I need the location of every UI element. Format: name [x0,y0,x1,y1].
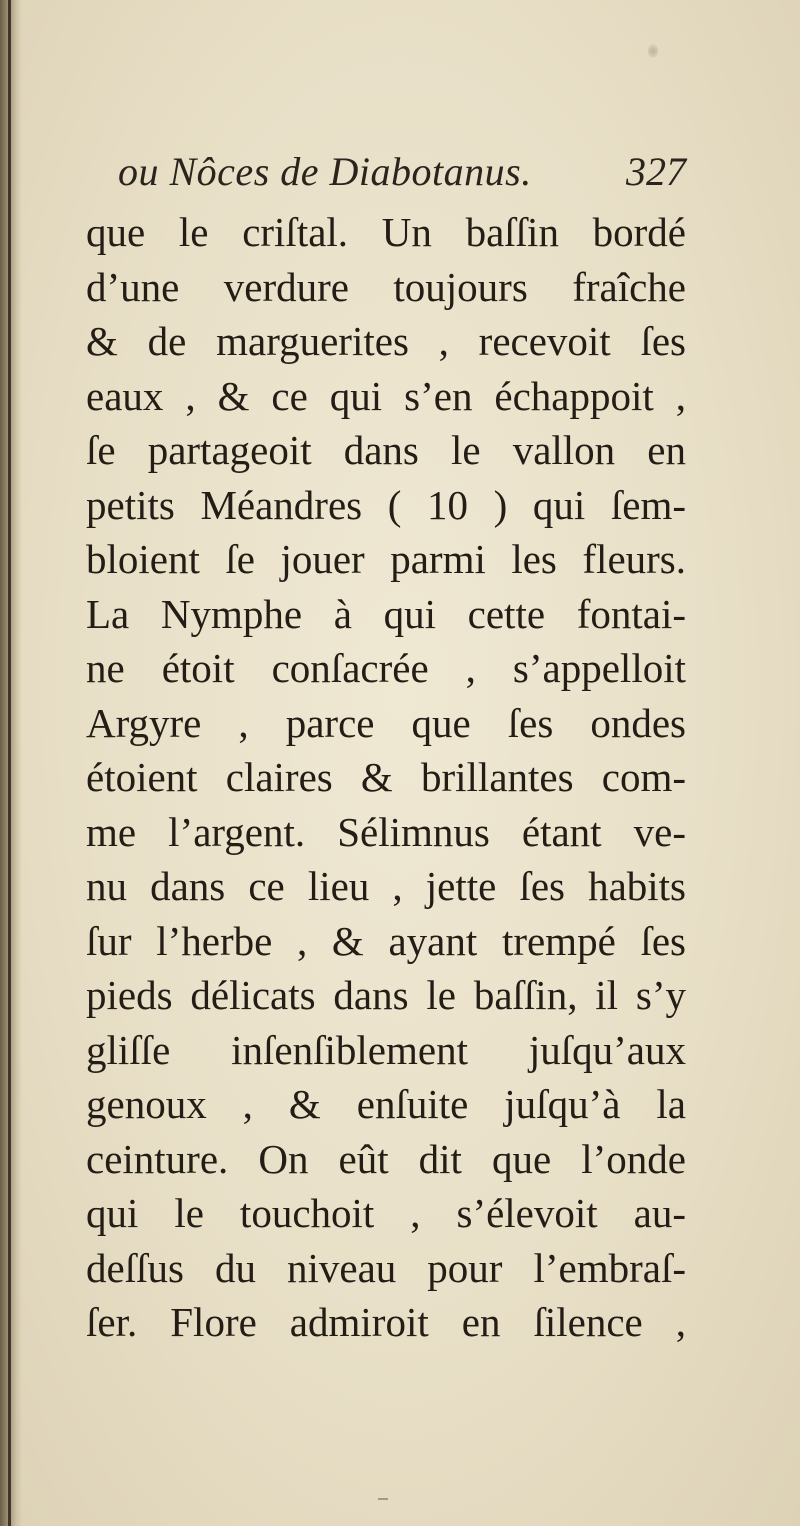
text-line: La Nymphe à qui cette fontai- [86,590,686,637]
text-line: ſe partageoit dans le vallon en [86,427,686,473]
text-line: gliſſe inſenſiblement juſqu’aux [86,1026,686,1073]
text-line: Argyre , parce que ſes ondes [86,699,686,746]
text-line: eaux , & ce qui s’en échappoit , [86,372,686,419]
running-title: ou Nôces de Diabotanus. [118,149,532,194]
text-line: bloient ſe jouer parmi les fleurs. [86,536,686,582]
text-line: ſer. Flore admiroit en ſilence , [86,1299,686,1345]
text-line: nu dans ce lieu , jette ſes habits [86,863,686,909]
body-text [86,205,686,1350]
text-line: ne étoit conſacrée , s’appelloit [86,645,686,691]
paper-stain [648,44,658,58]
text-line: petits Méandres ( 10 ) qui ſem- [86,481,686,528]
page-header [118,148,698,198]
gutter-line [8,0,11,1526]
text-line: d’une verdure toujours fraîche [86,263,686,310]
text-line: ſur l’herbe , & ayant trempé ſes [86,917,686,964]
text-line: me l’argent. Sélimnus étant ve- [86,808,686,855]
printer-mark [378,1498,388,1500]
text-line: & de marguerites , recevoit ſes [86,318,686,364]
text-line: que le criſtal. Un baſſin bordé [86,209,686,255]
text-line: deſſus du niveau pour l’embraſ- [86,1244,686,1291]
text-line: qui le touchoit , s’élevoit au- [86,1190,686,1236]
book-spine-shadow [0,0,22,1526]
text-line: étoient claires & brillantes com- [86,754,686,800]
text-line: ceinture. On eût dit que l’onde [86,1135,686,1182]
page-number: 327 [626,149,686,194]
text-line: pieds délicats dans le baſſin, il s’y [86,972,686,1018]
text-line: genoux , & enſuite juſqu’à la [86,1081,686,1127]
